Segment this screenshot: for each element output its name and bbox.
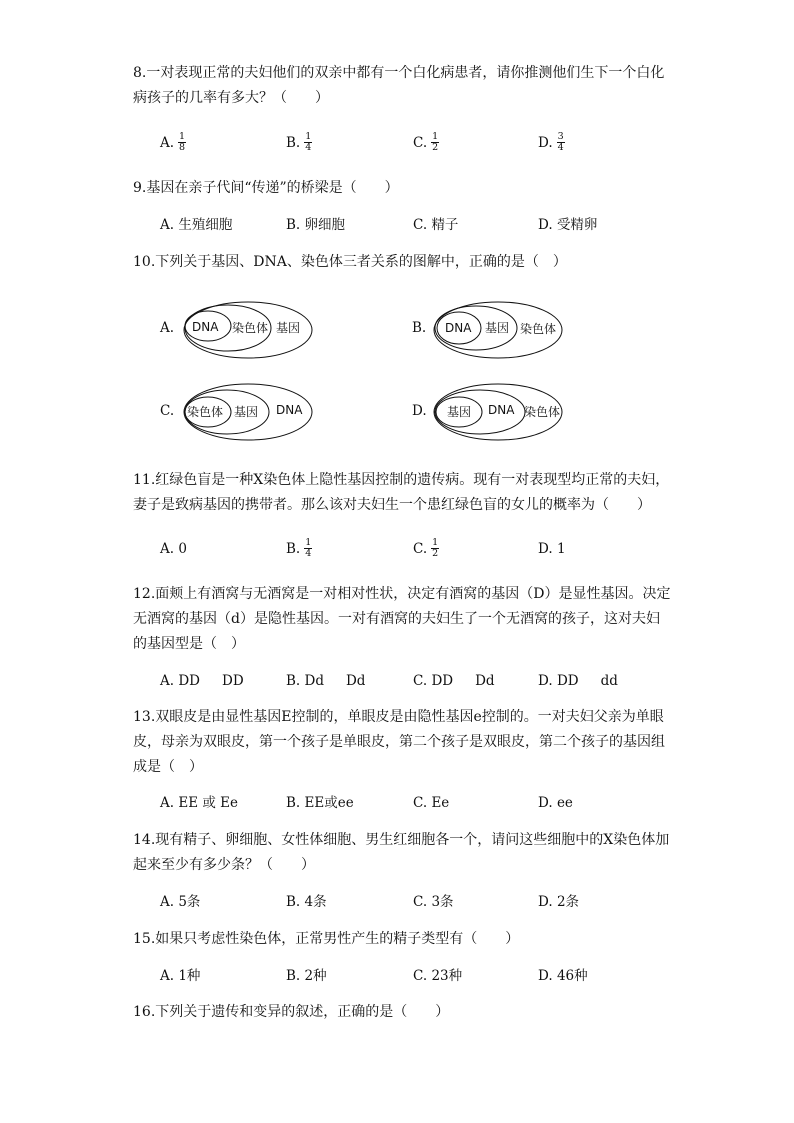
inner-label: DNA <box>445 321 472 335</box>
question-8-options <box>160 130 680 156</box>
question-14-option-c[interactable]: C. 3条 <box>413 894 454 910</box>
question-11-option-c[interactable]: C. $\frac{1}{2}$ <box>413 537 439 559</box>
middle-label: 基因 <box>234 405 259 419</box>
diagram-c-svg <box>182 382 314 442</box>
question-12-option-b[interactable]: B. Dd Dd <box>286 673 366 689</box>
question-15-options <box>160 963 680 989</box>
question-12-stem: 12.面颊上有酒窝与无酒窝是一对相对性状，决定有酒窝的基因（D）是显性基因。决定无酒窝的基因（d）是隐性基因。一对有酒窝的夫妇生了一个无酒窝的孩子，这对夫妇的基因型是（ ） <box>133 586 671 652</box>
inner-label: 染色体 <box>187 405 224 419</box>
question-14-option-a[interactable]: A. 5条 <box>160 894 201 910</box>
diagram-c-label[interactable]: C. <box>160 403 175 419</box>
question-8-option-d[interactable]: D. $\frac{3}{4}$ <box>538 131 564 153</box>
question-16-stem: 16.下列关于遗传和变异的叙述，正确的是（ ） <box>133 1004 450 1020</box>
question-13-option-b[interactable]: B. EE或ee <box>286 795 354 811</box>
question-15-option-d[interactable]: D. 46种 <box>538 968 588 984</box>
question-8-stem: 8.一对表现正常的夫妇他们的双亲中都有一个白化病患者，请你推测他们生下一个白化病孩子的几率有多大？（ ） <box>133 65 665 106</box>
question-12-options <box>160 668 680 694</box>
question-15-option-b[interactable]: B. 2种 <box>286 968 327 984</box>
outer-label: 染色体 <box>524 405 561 419</box>
fraction: $\frac{3}{4}$ <box>557 131 564 153</box>
question-13-option-c[interactable]: C. Ee <box>413 795 450 811</box>
diagram-c[interactable] <box>182 382 314 446</box>
question-9-option-d[interactable]: D. 受精卵 <box>538 217 598 233</box>
question-12-option-c[interactable]: C. DD Dd <box>413 673 495 689</box>
question-9-options <box>160 212 680 238</box>
question-9-stem: 9.基因在亲子代间“传递”的桥梁是（ ） <box>133 180 399 196</box>
diagram-a[interactable] <box>182 300 314 364</box>
fraction: $\frac{1}{4}$ <box>305 537 312 559</box>
question-12-option-a[interactable]: A. DD DD <box>160 673 244 689</box>
question-15-stem: 15.如果只考虑性染色体，正常男性产生的精子类型有（ ） <box>133 931 520 947</box>
diagram-d-svg <box>432 382 564 442</box>
question-13-stem: 13.双眼皮是由显性基因E控制的，单眼皮是由隐性基因e控制的。一对夫妇父亲为单眼皮，母亲为双眼皮，第一个孩子是单眼皮，第二个孩子是双眼皮，第二个孩子的基因组成是（ ） <box>133 709 665 775</box>
question-11-options <box>160 536 680 562</box>
question-11-option-d[interactable]: D. 1 <box>538 541 566 557</box>
question-8-option-a[interactable]: A. $\frac{1}{8}$ <box>160 131 186 153</box>
outer-label: 染色体 <box>520 322 557 336</box>
fraction: $\frac{1}{8}$ <box>179 131 186 153</box>
diagram-d-label[interactable]: D. <box>412 403 427 419</box>
question-9-option-a[interactable]: A. 生殖细胞 <box>160 217 233 233</box>
question-9-option-c[interactable]: C. 精子 <box>413 217 459 233</box>
question-11-stem: 11.红绿色盲是一种X染色体上隐性基因控制的遗传病。现有一对表现型均正常的夫妇，妻子是致病基因的携带者。那么该对夫妇生一个患红绿色盲的女儿的概率为（ ） <box>133 472 670 513</box>
inner-label: 基因 <box>447 405 472 419</box>
question-11-option-b[interactable]: B. $\frac{1}{4}$ <box>286 537 312 559</box>
middle-label: 染色体 <box>232 321 269 335</box>
question-8-option-c[interactable]: C. $\frac{1}{2}$ <box>413 131 439 153</box>
question-11-option-a[interactable]: A. 0 <box>160 541 187 557</box>
diagram-a-svg <box>182 300 314 360</box>
question-15-option-c[interactable]: C. 23种 <box>413 968 463 984</box>
question-8-option-b[interactable]: B. $\frac{1}{4}$ <box>286 131 312 153</box>
question-13-option-d[interactable]: D. ee <box>538 795 573 811</box>
question-14-stem: 14.现有精子、卵细胞、女性体细胞、男生红细胞各一个，请问这些细胞中的X染色体加起来至少有多少条？（ ） <box>133 832 670 873</box>
fraction: $\frac{1}{4}$ <box>305 131 312 153</box>
question-15-option-a[interactable]: A. 1种 <box>160 968 201 984</box>
question-14-options <box>160 889 680 915</box>
diagram-b[interactable] <box>432 300 564 364</box>
question-9-option-b[interactable]: B. 卵细胞 <box>286 217 346 233</box>
middle-label: 基因 <box>485 321 510 335</box>
question-13-option-a[interactable]: A. EE 或 Ee <box>160 795 238 811</box>
question-10-stem: 10.下列关于基因、DNA、染色体三者关系的图解中，正确的是（ ） <box>133 254 567 270</box>
outer-label: DNA <box>276 403 303 417</box>
fraction: $\frac{1}{2}$ <box>432 537 439 559</box>
fraction: $\frac{1}{2}$ <box>432 131 439 153</box>
inner-label: DNA <box>192 320 219 334</box>
question-14-option-d[interactable]: D. 2条 <box>538 894 580 910</box>
outer-label: 基因 <box>276 321 301 335</box>
question-14-option-b[interactable]: B. 4条 <box>286 894 327 910</box>
diagram-b-svg <box>432 300 564 360</box>
diagram-d[interactable] <box>432 382 564 446</box>
diagram-b-label[interactable]: B. <box>412 320 427 336</box>
diagram-a-label[interactable]: A. <box>160 320 175 336</box>
question-13-options <box>160 790 680 816</box>
middle-label: DNA <box>488 403 515 417</box>
question-12-option-d[interactable]: D. DD dd <box>538 673 618 689</box>
